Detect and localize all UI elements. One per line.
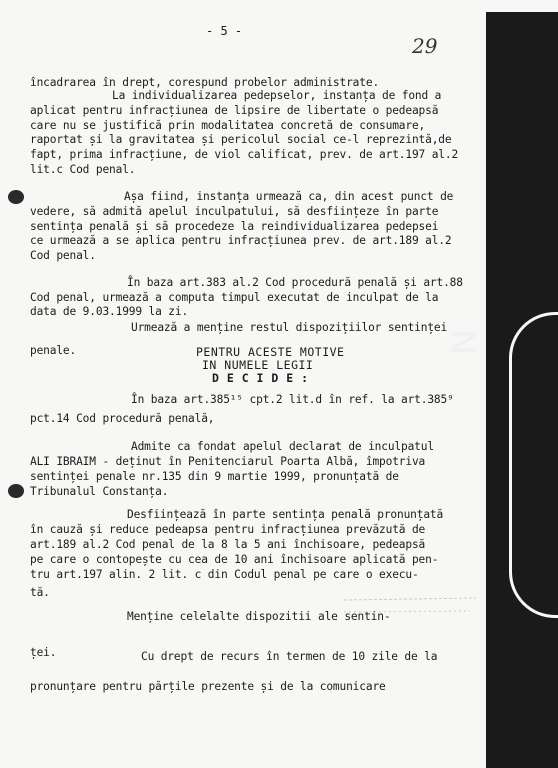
scan-edge-curve (509, 312, 558, 618)
handwritten-folio-number: 29 (412, 34, 438, 58)
text-line: În baza art.383 al.2 Cod procedură penală și art.88 (127, 276, 463, 289)
side-handwritten-mark: N (444, 330, 482, 355)
text-line: în cauză și reduce pedeapsa pentru infracțiunea prevăzută de (30, 523, 426, 536)
text-line: sentinței penale nr.135 din 9 martie 1999, pronunțată de (30, 470, 399, 483)
text-line: data de 9.03.1999 la zi. (30, 305, 189, 318)
text-line: pronunțare pentru părțile prezente și de la comunicare (30, 680, 386, 693)
scan-dark-edge (486, 12, 558, 768)
text-line: ALI IBRAIM - deținut în Penitenciarul Poarta Albă, împotriva (30, 455, 426, 468)
faint-stamp (340, 592, 480, 624)
text-line: tru art.197 alin. 2 lit. c din Codul penal pe care o execu- (30, 568, 419, 581)
text-line: ței. (30, 646, 57, 659)
page-number: - 5 - (206, 24, 243, 38)
text-line: sentința penală și să procedeze la reindividualizarea pedepsei (30, 220, 439, 233)
text-line: raportat și la gravitatea și pericolul social ce-l reprezintă,de (30, 133, 452, 146)
text-line: lit.c Cod penal. (30, 163, 136, 176)
text-line: Urmează a menține restul dispozițiilor sentinței (131, 321, 448, 334)
text-line: pct.14 Cod procedură penală, (30, 412, 215, 425)
text-line: Tribunalul Constanța. (30, 485, 169, 498)
text-line: penale. (30, 344, 77, 357)
text-line: care nu se justifică prin modalitatea concretă de consumare, (30, 119, 426, 132)
text-line: tă. (30, 586, 50, 599)
text-line: Cod penal, urmează a computa timpul executat de inculpat de la (30, 291, 439, 304)
text-line: Așa fiind, instanța urmează ca, din acest punct de (124, 190, 454, 203)
decision-heading: D E C I D E : (212, 371, 309, 385)
section-heading: PENTRU ACESTE MOTIVE (196, 345, 345, 359)
text-line: Admite ca fondat apelul declarat de inculpatul (131, 440, 434, 453)
text-line: vedere, să admită apelul inculpatului, să desființeze în parte (30, 205, 439, 218)
text-line: În baza art.385¹⁵ cpt.2 lit.d în ref. la art.385⁹ (131, 393, 454, 406)
punch-hole (8, 190, 24, 204)
text-line: Desființează în parte sentința penală pronunțată (127, 508, 444, 521)
punch-hole (8, 484, 24, 498)
text-line: încadrarea în drept, corespund probelor administrate. (30, 76, 380, 89)
text-line: pe care o contopește cu cea de 10 ani închisoare aplicată pen- (30, 553, 439, 566)
section-heading: IN NUMELE LEGII (202, 358, 314, 372)
text-line: Cu drept de recurs în termen de 10 zile de la (141, 650, 438, 663)
text-line: ce urmează a se aplica pentru infracțiunea prev. de art.189 al.2 (30, 234, 452, 247)
text-line: Menține celelalte dispozitii ale sentin- (127, 610, 391, 623)
text-line: aplicat pentru infracțiunea de lipsire de libertate o pedeapsă (30, 104, 439, 117)
text-line: art.189 al.2 Cod penal de la 8 la 5 ani închisoare, pedeapsă (30, 538, 426, 551)
text-line: La individualizarea pedepselor, instanța de fond a (112, 89, 442, 102)
text-line: Cod penal. (30, 249, 96, 262)
text-line: fapt, prima infracțiune, de viol calificat, prev. de art.197 al.2 (30, 148, 459, 161)
